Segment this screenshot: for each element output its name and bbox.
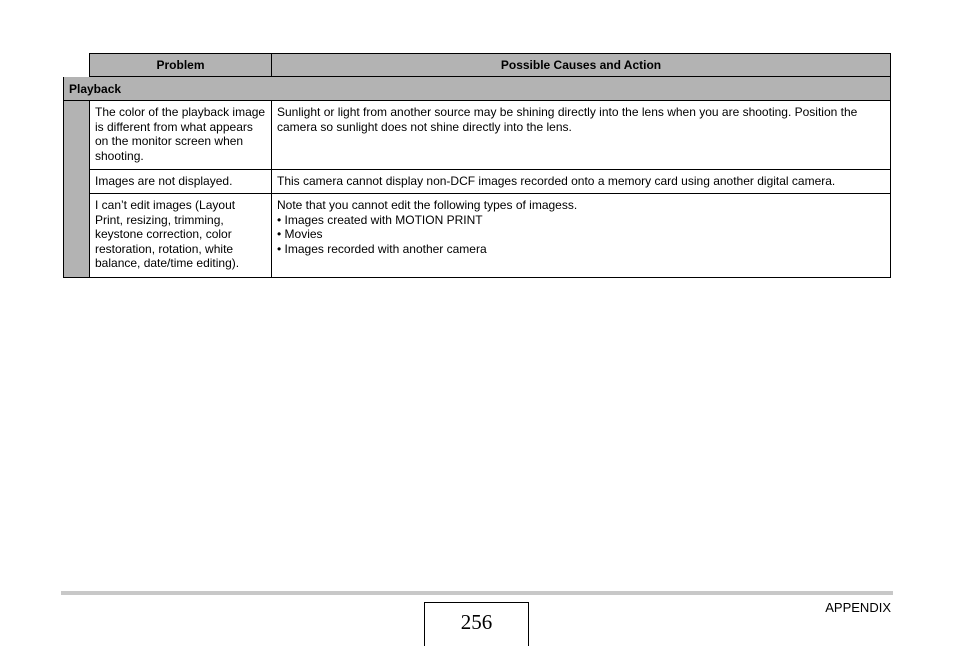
action-bullet: • Movies <box>277 227 323 242</box>
table-row <box>89 170 891 194</box>
action-cell <box>272 194 891 278</box>
action-text: This camera cannot display non-DCF images recorded onto a memory card using another digital camera. <box>277 174 836 188</box>
action-bullet: • Images created with MOTION PRINT <box>277 212 483 227</box>
table-row <box>89 101 891 170</box>
table-header-row <box>89 53 891 77</box>
problem-cell: The color of the playback image is different from what appears on the monitor screen when shooting. <box>89 101 272 170</box>
action-text: Note that you cannot edit the following types of imagess. <box>277 198 578 212</box>
header-causes: Possible Causes and Action <box>272 53 891 77</box>
problem-cell: I can’t edit images (Layout Print, resizing, trimming, keystone correction, color restoration, rotation, white balance, date/time editing). <box>89 194 272 278</box>
action-cell <box>272 170 891 194</box>
action-bullet: • Images recorded with another camera <box>277 241 487 256</box>
problem-cell: Images are not displayed. <box>89 170 272 194</box>
section-side-bar <box>63 101 89 278</box>
page-number: 256 <box>424 602 529 646</box>
section-label: APPENDIX <box>825 600 891 615</box>
table-row <box>89 194 891 278</box>
header-problem: Problem <box>89 53 272 77</box>
troubleshooting-table <box>63 53 891 278</box>
action-text: Sunlight or light from another source may be shining directly into the lens when you are shooting. Position the camera so sunlight does not shine directly into the lens. <box>277 105 858 134</box>
action-cell <box>272 101 891 170</box>
section-heading-playback: Playback <box>63 77 891 101</box>
footer-rule <box>61 591 893 595</box>
table-body <box>63 101 891 278</box>
